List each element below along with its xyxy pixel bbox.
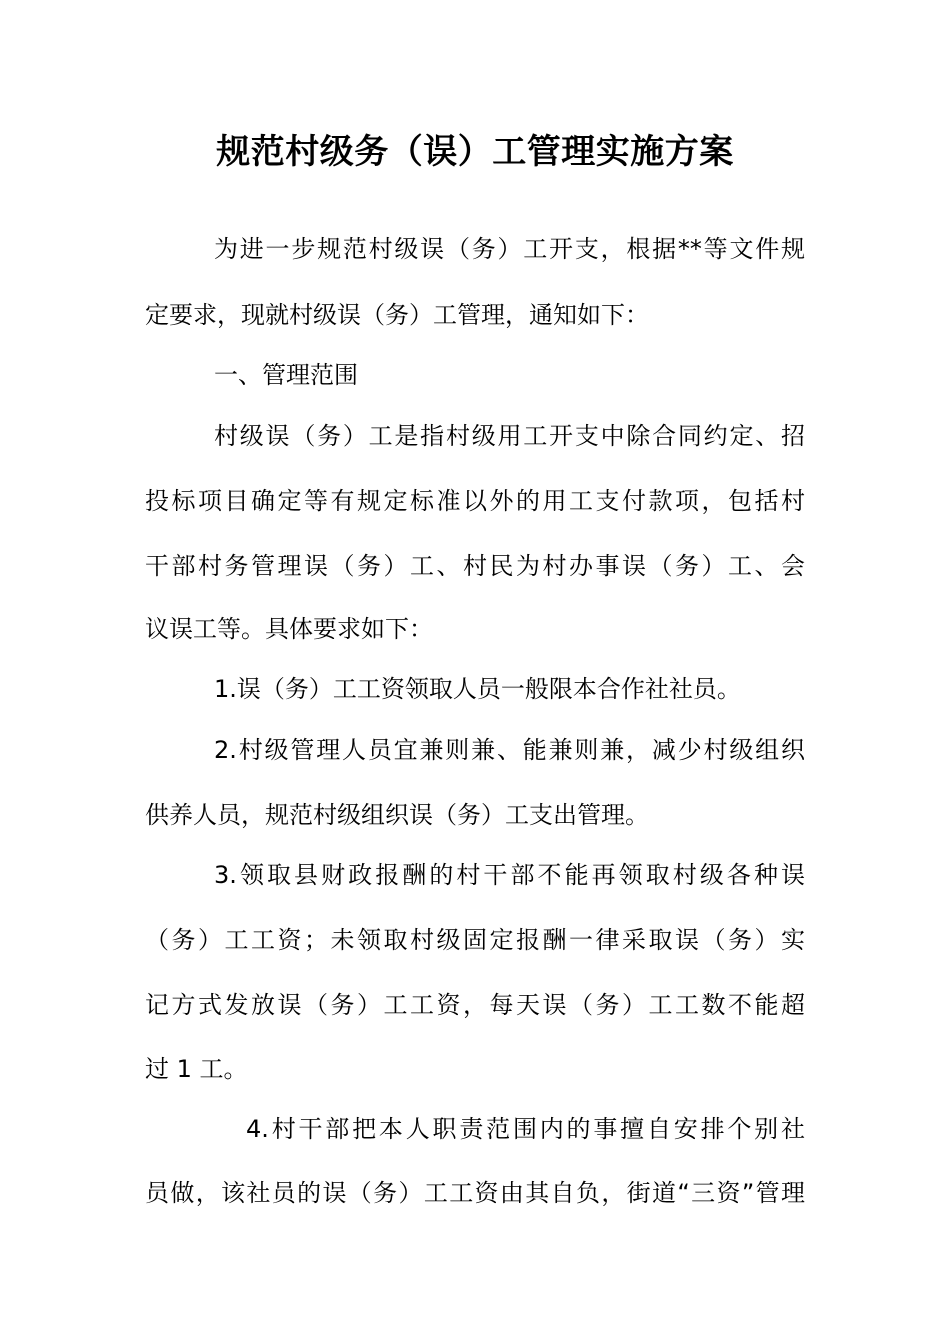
document-title: 规范村级务（误）工管理实施方案 <box>216 132 734 172</box>
paragraph-line-7: 议误工等。具体要求如下： <box>145 615 433 643</box>
paragraph-line-6: 干部村务管理误（务）工、村民为村办事误（务）工、会 <box>145 552 805 580</box>
paragraph-line-1: 为进一步规范村级误（务）工开支，根据**等文件规 <box>214 235 805 263</box>
list-item-3-line-4: 过 1 工。 <box>145 1055 248 1083</box>
list-item-3-line-2: （务）工工资；未领取村级固定报酬一律采取误（务）实 <box>145 926 805 954</box>
list-item-4-line-1: 4.村干部把本人职责范围内的事擅自安排个别社 <box>246 1115 805 1143</box>
paragraph-line-5: 投标项目确定等有规定标准以外的用工支付款项，包括村 <box>145 487 805 515</box>
list-item-3-line-3: 记方式发放误（务）工工资，每天误（务）工工数不能超 <box>145 991 805 1019</box>
list-item-2-line-1: 2.村级管理人员宜兼则兼、能兼则兼，减少村级组织 <box>214 736 805 764</box>
list-item-1: 1.误（务）工工资领取人员一般限本合作社社员。 <box>214 675 741 703</box>
paragraph-line-2: 定要求，现就村级误（务）工管理，通知如下： <box>145 301 649 329</box>
paragraph-line-4: 村级误（务）工是指村级用工开支中除合同约定、招 <box>214 422 805 450</box>
list-item-2-line-2: 供养人员，规范村级组织误（务）工支出管理。 <box>145 801 649 829</box>
list-item-3-line-1: 3.领取县财政报酬的村干部不能再领取村级各种误 <box>214 861 805 889</box>
list-item-4-line-2: 员做，该社员的误（务）工工资由其自负，街道“三资”管理 <box>145 1179 805 1207</box>
section-heading-1: 一、管理范围 <box>214 361 358 389</box>
